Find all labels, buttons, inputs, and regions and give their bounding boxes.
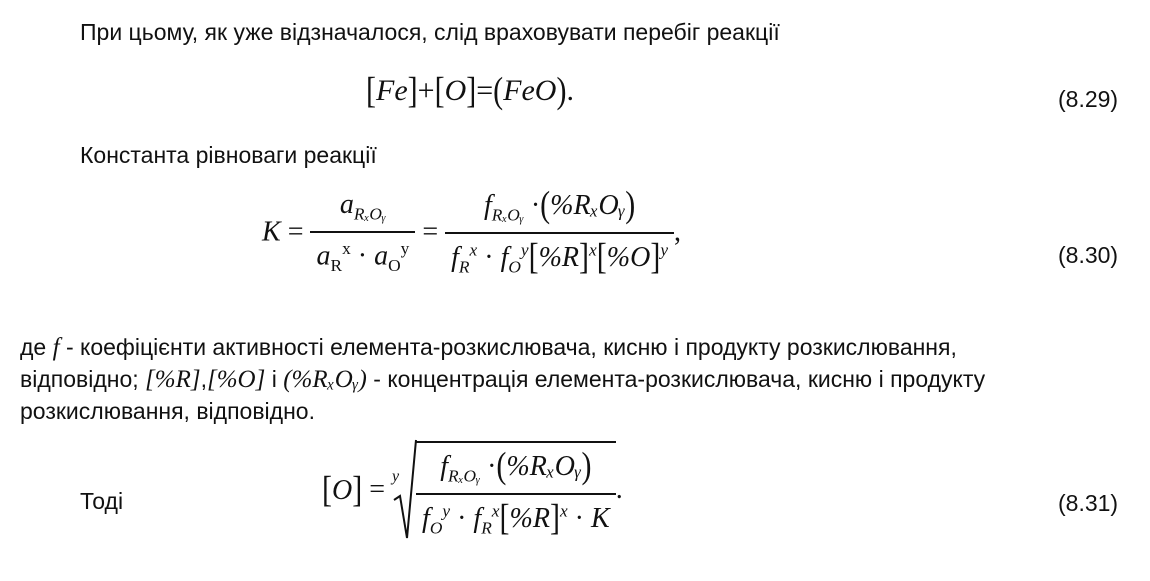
nth-root: y $\frac{f_{R_xOᵧ} \cdot(\%R_xOᵧ)}{f_O^y \cdot f_R^x[\%R]^x \cdot K}$: [392, 438, 616, 542]
eq-end-2: .: [615, 474, 623, 505]
then-label: Тоді: [80, 488, 124, 514]
intro-text: При цьому, як уже відзначалося, слід враховувати перебіг реакції: [80, 19, 780, 45]
fraction-concentration: $\frac{f_{R_xOᵧ} \cdot(\%R_xOᵧ)}{f_R^x \cdot f_O^y[\%R]^x[\%O]^y}$: [445, 188, 674, 277]
eq-equals-2: =: [422, 216, 439, 248]
para-line-1: де f - коефіцієнти активності елемента-розкислювача, кисню і продукту розкислювання,: [20, 334, 957, 361]
eq-k: K: [262, 216, 281, 248]
eq-plus: +: [417, 74, 435, 107]
constant-label: Константа рівноваги реакції: [80, 142, 377, 168]
eq-o: O: [444, 74, 467, 107]
equation-number-8-30: (8.30): [1058, 242, 1119, 268]
eq-end: .: [566, 74, 574, 107]
eq-equals-1: =: [287, 216, 304, 248]
eq-comma: ,: [674, 216, 682, 248]
para-line-3: розкислювання, відповідно.: [20, 398, 315, 424]
equation-number-8-31: (8.31): [1058, 490, 1119, 516]
equation-8-31: [O] = y $\frac{f_{R_xOᵧ} \cdot(\%R_xOᵧ)}{f_O^y \cdot f_R^x[\%R]^x \cdot K}$ .: [322, 438, 623, 542]
eq-equals: =: [476, 74, 494, 107]
eq-equals-3: =: [369, 474, 386, 505]
equation-8-29: [Fe]+[O]=(FeO).: [366, 69, 574, 111]
para-line-2: відповідно; [%R],[%O] і (%RₓOᵧ) - концентрація елемента-розкислювача, кисню і продукту: [20, 366, 986, 393]
equation-number-8-29: (8.29): [1058, 86, 1119, 112]
equation-8-30: [262, 183, 682, 277]
eq-o-lhs: O: [332, 475, 353, 506]
eq-feo: FeO: [503, 74, 557, 107]
eq-fe: Fe: [376, 74, 408, 107]
fraction-activity: $\frac{a_{R_xOᵧ}}{a_R^x \cdot a_O^y}$: [310, 189, 415, 276]
radical-sign-icon: [392, 438, 418, 542]
